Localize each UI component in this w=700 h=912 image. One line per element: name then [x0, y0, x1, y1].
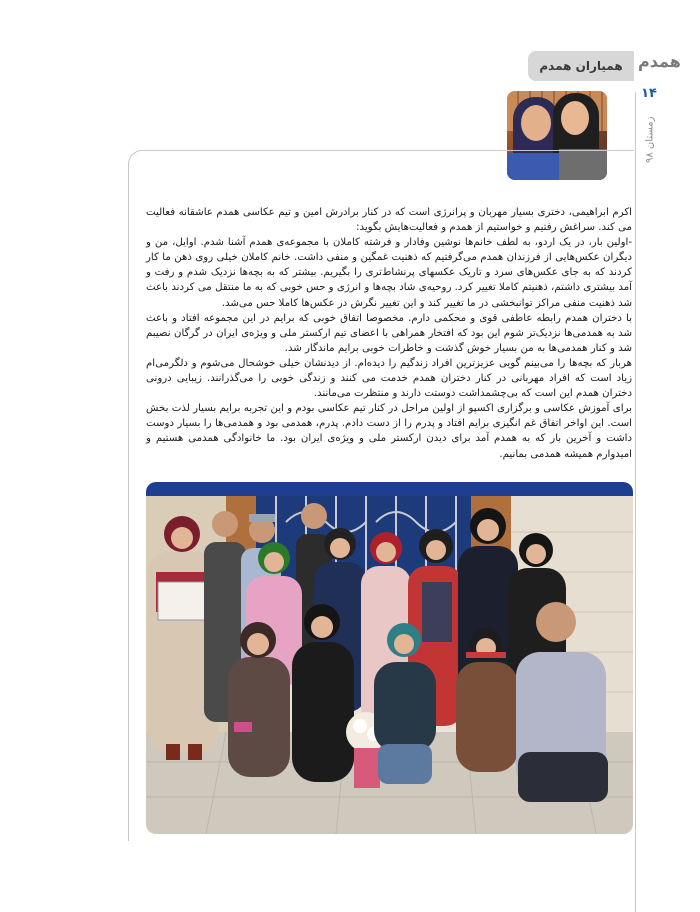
article-paragraph: هربار که بچه‌ها را می‌بینم گویی عزیزترین افراد زندگیم را دیده‌ام. از دیدنشان خیلی خوشحال می‌شوم و دلگرمی‌ام زیاد است که افراد مهربانی در کنار دختران همدم خدمت می کنند و زندگی خوبی را می‌گذرانند. زیبایی درونی دختران همدم این است که بی‌چشمداشت دوستت دارند و منتظرت می‌مانند.	[146, 357, 632, 400]
article-paragraph: با دختران همدم رابطه عاطفی قوی و محکمی دارم. مخصوصا اتفاق خوبی که برایم در این مجموعه افتاد و باعث شد به همدمی‌ها نزدیک‌تر شوم این بود که افتخار همراهی با اعضای تیم ارکستر ملی و ویژه‌ی ایران در گرگان نصیبم شد و کنار همدمی‌ها به من بسیار خوش گذشت و خاطرات خوبی برایم ماندگار شد.	[146, 312, 632, 354]
side-rule	[635, 92, 636, 912]
article-paragraph: برای آموزش عکاسی و برگزاری اکسپو از اولین مراحل در کنار تیم عکاسی بودم و این تجربه برایم بسیار لذت بخش است. این اواخر اتفاق غم انگیزی برایم افتاد و پدرم را از دست دادم. پدرم، همدمی بود و همدمی‌ها را بسیار دوست داشت و آخرین بار که به همدم آمد برای دیدن ارکستر ملی و ویژه‌ی ایران بود. ما خانوادگی همدمی هستیم و امیدوارم همیشه همدمی بمانیم.	[146, 403, 632, 460]
page-number: ۱۴	[641, 86, 657, 101]
article-paragraph: -اولین بار، در یک اردو، به لطف خانم‌ها نوشین وفادار و فرشته کاملان با مجموعه‌ی همدم آشنا شدم. اوایل، من و دیگران عکس‌هایی از فرزندان همدم می‌گرفتیم که ذهنیت غمگین و منفی داشت. خانم کاملان خیلی روی ذهن ما کار کردند که به جای عکس‌های سرد و تاریک عکسهای پرنشاط‌تری را بگیریم. بیشتر که به بچه‌ها نزدیک شدم و رفت و آمد بیشتری داشتم، ذهنیتم کاملا تغییر کرد. روحیه‌ی شاد بچه‌ها و انرژی و حس خوبی که به ما منتقل می کردند باعث شد ذهنیت منفی مراکز توانبخشی در ما تغییر کند و این تغییر نگرش در عکس‌ها کاملا حس می‌شد.	[146, 237, 632, 309]
section-title: همیاران همدم	[528, 51, 634, 81]
article-body	[146, 205, 632, 462]
magazine-logo: همدم	[638, 52, 681, 71]
article-paragraph: اکرم ابراهیمی، دختری بسیار مهربان و پرانرژی است که در کنار برادرش امین و تیم عکاسی همدم عاشقانه فعالیت می کند. سراغش رفتیم و خواستیم از همدم و فعالیت‌هایش بگوید:	[146, 207, 632, 234]
group-photo	[146, 482, 633, 834]
issue-label: زمستان ۹۸	[644, 116, 656, 164]
